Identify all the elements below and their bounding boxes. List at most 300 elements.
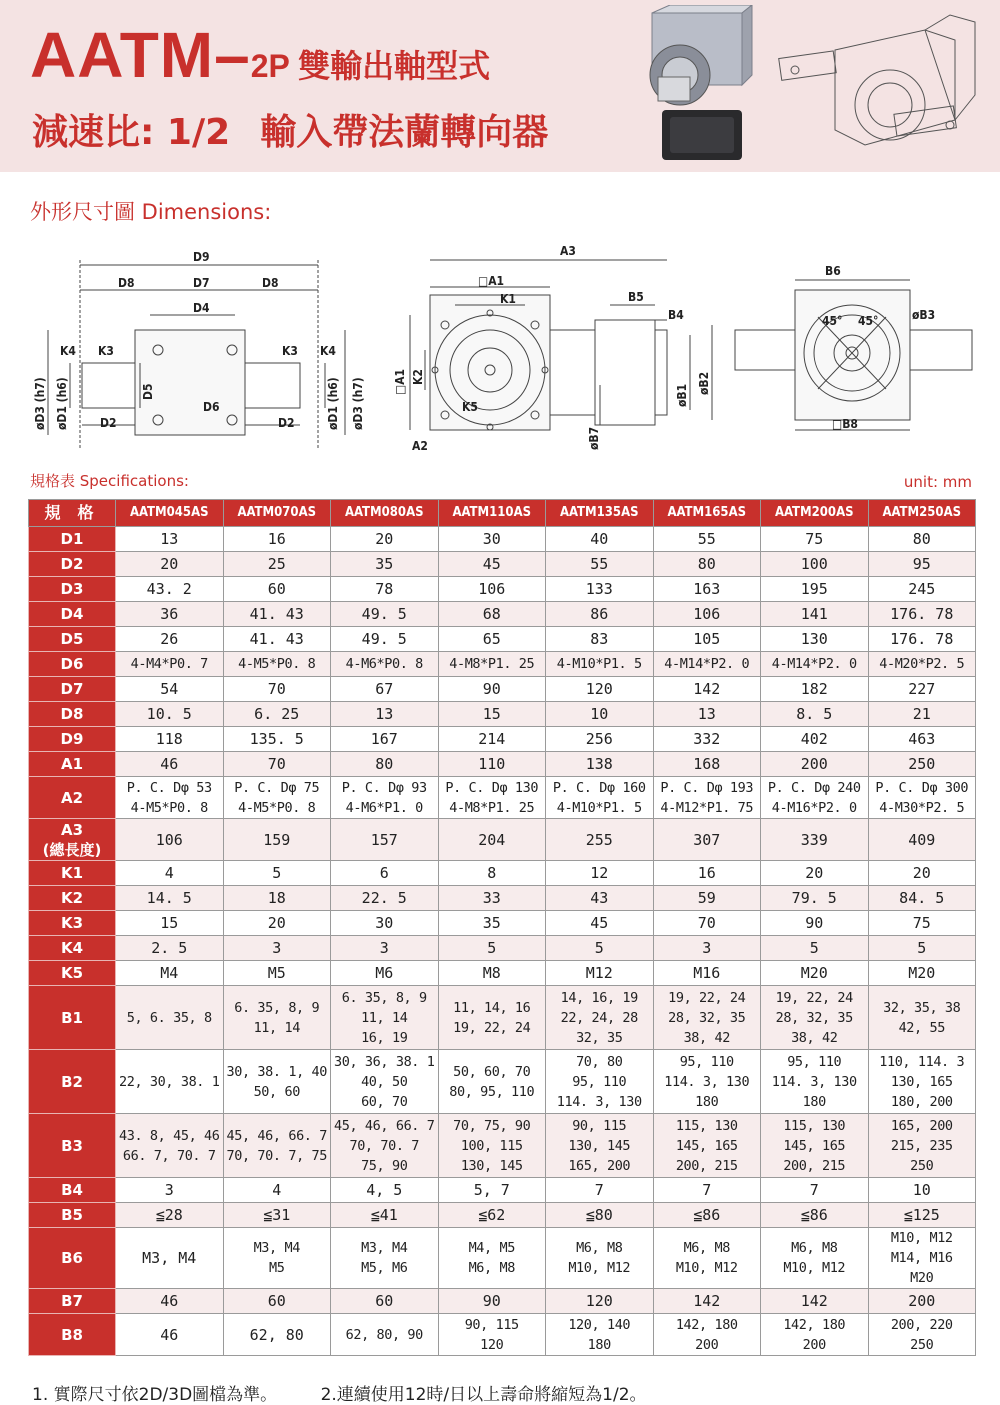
table-cell: 227 [868, 677, 976, 702]
table-row [29, 961, 976, 986]
table-cell: M3, M4 M5, M6 [331, 1228, 439, 1289]
table-cell: 26 [116, 627, 224, 652]
table-cell: 95 [868, 552, 976, 577]
label-a3: A3 [560, 244, 576, 258]
row-label: D9 [29, 727, 116, 752]
table-row [29, 861, 976, 886]
table-cell: P. C. Dφ 240 4-M16*P2. 0 [761, 777, 869, 819]
table-cell: 2. 5 [116, 936, 224, 961]
table-cell: 19, 22, 24 28, 32, 35 38, 42 [653, 986, 761, 1050]
table-cell: 115, 130 145, 165 200, 215 [761, 1114, 869, 1178]
table-cell: 163 [653, 577, 761, 602]
table-cell: 5 [546, 936, 654, 961]
table-cell: 21 [868, 702, 976, 727]
table-cell: 49. 5 [331, 627, 439, 652]
title-dash: – [214, 19, 251, 91]
table-cell: P. C. Dφ 130 4-M8*P1. 25 [438, 777, 546, 819]
row-label: K5 [29, 961, 116, 986]
table-cell: 45, 46, 66. 7 70, 70. 7 75, 90 [331, 1114, 439, 1178]
table-cell: 4-M4*P0. 7 [116, 652, 224, 677]
table-cell: M16 [653, 961, 761, 986]
table-row [29, 577, 976, 602]
table-cell: M6, M8 M10, M12 [761, 1228, 869, 1289]
table-cell: 84. 5 [868, 886, 976, 911]
column-header-model: AATM080AS [331, 500, 439, 527]
table-cell: 60 [223, 1289, 331, 1314]
table-cell: 65 [438, 627, 546, 652]
table-cell: 120 [546, 677, 654, 702]
table-cell: 118 [116, 727, 224, 752]
table-cell: 16 [223, 527, 331, 552]
spec-title: 規格表 Specifications: [30, 472, 189, 490]
table-cell: 110 [438, 752, 546, 777]
table-cell: 142, 180 200 [761, 1314, 869, 1356]
table-row [29, 1178, 976, 1203]
table-cell: 11, 14, 16 19, 22, 24 [438, 986, 546, 1050]
model-name: AATM [30, 19, 215, 91]
table-cell: ≦28 [116, 1203, 224, 1228]
table-cell: P. C. Dφ 93 4-M6*P1. 0 [331, 777, 439, 819]
label-d2-left: D2 [100, 416, 117, 430]
table-cell: 167 [331, 727, 439, 752]
table-cell: 7 [546, 1178, 654, 1203]
table-cell: 200, 220 250 [868, 1314, 976, 1356]
table-cell: 18 [223, 886, 331, 911]
table-cell: M12 [546, 961, 654, 986]
table-cell: 5 [223, 861, 331, 886]
table-cell: 4-M14*P2. 0 [761, 652, 869, 677]
column-header-model: AATM110AS [438, 500, 546, 527]
table-cell: P. C. Dφ 53 4-M5*P0. 8 [116, 777, 224, 819]
table-cell: 204 [438, 819, 546, 861]
table-cell: 90 [438, 1289, 546, 1314]
table-row [29, 702, 976, 727]
table-row [29, 986, 976, 1050]
label-b5: B5 [628, 290, 644, 304]
label-k2: K2 [411, 369, 425, 385]
table-cell: 54 [116, 677, 224, 702]
table-cell: 142 [761, 1289, 869, 1314]
label-d1-right: øD1 (h6) [326, 377, 340, 430]
table-cell: 46 [116, 752, 224, 777]
table-cell: 4, 5 [331, 1178, 439, 1203]
footnote-2: 2.連續使用12時/日以上壽命將縮短為1/2。 [320, 1385, 647, 1405]
table-cell: 19, 22, 24 28, 32, 35 38, 42 [761, 986, 869, 1050]
table-cell: 45, 46, 66. 7 70, 70. 7, 75 [223, 1114, 331, 1178]
table-row [29, 552, 976, 577]
table-cell: 5 [438, 936, 546, 961]
table-cell: 5 [761, 936, 869, 961]
table-cell: 8 [438, 861, 546, 886]
table-cell: 30 [331, 911, 439, 936]
table-cell: 120 [546, 1289, 654, 1314]
table-cell: 3 [653, 936, 761, 961]
label-d9: D9 [193, 250, 210, 264]
table-cell: 60 [331, 1289, 439, 1314]
table-cell: 8. 5 [761, 702, 869, 727]
table-cell: 14, 16, 19 22, 24, 28 32, 35 [546, 986, 654, 1050]
table-cell: 32, 35, 38 42, 55 [868, 986, 976, 1050]
row-label: D2 [29, 552, 116, 577]
table-cell: 6 [331, 861, 439, 886]
table-cell: 16 [653, 861, 761, 886]
table-cell: 40 [546, 527, 654, 552]
table-cell: M6 [331, 961, 439, 986]
table-cell: M3, M4 M5 [223, 1228, 331, 1289]
table-cell: 22, 30, 38. 1 [116, 1050, 224, 1114]
table-cell: 79. 5 [761, 886, 869, 911]
label-k3-right: K3 [282, 344, 298, 358]
table-cell: 4-M10*P1. 5 [546, 652, 654, 677]
table-cell: 43 [546, 886, 654, 911]
table-cell: 100 [761, 552, 869, 577]
table-cell: M6, M8 M10, M12 [546, 1228, 654, 1289]
column-header-model: AATM135AS [546, 500, 654, 527]
table-cell: 214 [438, 727, 546, 752]
table-cell: 159 [223, 819, 331, 861]
table-cell: 80 [868, 527, 976, 552]
gearbox-line-drawing [775, 10, 980, 160]
row-label: B5 [29, 1203, 116, 1228]
table-cell: 138 [546, 752, 654, 777]
row-label: B2 [29, 1050, 116, 1114]
table-cell: 4 [223, 1178, 331, 1203]
table-cell: P. C. Dφ 160 4-M10*P1. 5 [546, 777, 654, 819]
table-cell: P. C. Dφ 193 4-M12*P1. 75 [653, 777, 761, 819]
table-cell: M20 [761, 961, 869, 986]
table-cell: M10, M12 M14, M16 M20 [868, 1228, 976, 1289]
table-cell: 13 [116, 527, 224, 552]
label-a1-vertical: □A1 [393, 368, 407, 395]
column-header-model: AATM200AS [761, 500, 869, 527]
label-d6: D6 [203, 400, 220, 414]
column-header-model: AATM070AS [223, 500, 331, 527]
table-cell: 55 [546, 552, 654, 577]
table-cell: 70, 75, 90 100, 115 130, 145 [438, 1114, 546, 1178]
table-cell: ≦62 [438, 1203, 546, 1228]
label-a1: □A1 [478, 274, 505, 288]
row-label: B3 [29, 1114, 116, 1178]
label-d3-right: øD3 (h7) [351, 377, 365, 430]
table-cell: 95, 110 114. 3, 130 180 [761, 1050, 869, 1114]
table-cell: 6. 35, 8, 9 11, 14 16, 19 [331, 986, 439, 1050]
row-label: K4 [29, 936, 116, 961]
table-cell: 256 [546, 727, 654, 752]
table-cell: 3 [331, 936, 439, 961]
table-row [29, 1314, 976, 1356]
table-cell: 80 [331, 752, 439, 777]
table-cell: 200 [868, 1289, 976, 1314]
table-cell: ≦31 [223, 1203, 331, 1228]
table-cell: 10 [546, 702, 654, 727]
table-cell: 36 [116, 602, 224, 627]
row-label: K2 [29, 886, 116, 911]
table-cell: 176. 78 [868, 627, 976, 652]
table-cell: 3 [223, 936, 331, 961]
table-cell: M4 [116, 961, 224, 986]
table-cell: 7 [761, 1178, 869, 1203]
row-label: A3 (總長度) [29, 819, 116, 861]
row-label: B7 [29, 1289, 116, 1314]
table-cell: 6. 35, 8, 9 11, 14 [223, 986, 331, 1050]
table-cell: 133 [546, 577, 654, 602]
label-angle-1: 45° [822, 314, 843, 328]
table-cell: 62, 80, 90 [331, 1314, 439, 1356]
label-d8-right: D8 [262, 276, 279, 290]
table-cell: 141 [761, 602, 869, 627]
header-banner [0, 0, 1000, 172]
column-header-model: AATM045AS [116, 500, 224, 527]
label-d7: D7 [193, 276, 210, 290]
table-cell: 5 [868, 936, 976, 961]
table-row [29, 1228, 976, 1289]
table-cell: 15 [438, 702, 546, 727]
table-cell: 41. 43 [223, 602, 331, 627]
row-label: B8 [29, 1314, 116, 1356]
spec-table-body [29, 527, 976, 1356]
table-cell: 90, 115 120 [438, 1314, 546, 1356]
label-d2-right: D2 [278, 416, 295, 430]
table-cell: 106 [116, 819, 224, 861]
table-cell: ≦125 [868, 1203, 976, 1228]
table-cell: 106 [653, 602, 761, 627]
table-row [29, 627, 976, 652]
table-cell: 135. 5 [223, 727, 331, 752]
table-cell: 45 [438, 552, 546, 577]
table-cell: 4-M5*P0. 8 [223, 652, 331, 677]
row-label: B4 [29, 1178, 116, 1203]
table-cell: ≦86 [653, 1203, 761, 1228]
table-cell: 35 [438, 911, 546, 936]
table-cell: 4-M14*P2. 0 [653, 652, 761, 677]
table-row [29, 527, 976, 552]
table-cell: 13 [653, 702, 761, 727]
table-row [29, 819, 976, 861]
table-cell: P. C. Dφ 75 4-M5*P0. 8 [223, 777, 331, 819]
table-cell: 6. 25 [223, 702, 331, 727]
table-cell: 245 [868, 577, 976, 602]
row-label: D4 [29, 602, 116, 627]
footnote-1: 1. 實際尺寸依2D/3D圖檔為準。 [32, 1385, 278, 1405]
table-cell: M20 [868, 961, 976, 986]
table-row [29, 727, 976, 752]
table-cell: 46 [116, 1314, 224, 1356]
table-cell: 120, 140 180 [546, 1314, 654, 1356]
table-cell: 90 [438, 677, 546, 702]
table-row [29, 1203, 976, 1228]
row-label: D5 [29, 627, 116, 652]
table-cell: M4, M5 M6, M8 [438, 1228, 546, 1289]
table-row [29, 1114, 976, 1178]
table-cell: ≦80 [546, 1203, 654, 1228]
table-cell: 142 [653, 677, 761, 702]
model-variant: 2P 雙輸出軸型式 [250, 48, 491, 84]
table-cell: 43. 2 [116, 577, 224, 602]
footnotes [32, 1380, 685, 1405]
gearbox-render-image [640, 5, 760, 165]
row-label: D8 [29, 702, 116, 727]
table-cell: 43. 8, 45, 46 66. 7, 70. 7 [116, 1114, 224, 1178]
table-cell: M5 [223, 961, 331, 986]
table-cell: 41. 43 [223, 627, 331, 652]
table-cell: 15 [116, 911, 224, 936]
table-cell: 25 [223, 552, 331, 577]
table-cell: 20 [331, 527, 439, 552]
table-cell: 70 [223, 752, 331, 777]
label-d3-left: øD3 (h7) [33, 377, 47, 430]
table-cell: 168 [653, 752, 761, 777]
table-row [29, 1289, 976, 1314]
table-header-row [29, 500, 976, 527]
table-cell: 10. 5 [116, 702, 224, 727]
table-cell: ≦41 [331, 1203, 439, 1228]
table-row [29, 777, 976, 819]
table-cell: M8 [438, 961, 546, 986]
table-corner-header: 規 格 [29, 500, 116, 527]
table-cell: 200 [761, 752, 869, 777]
table-cell: 45 [546, 911, 654, 936]
page-title [30, 18, 490, 92]
row-label: D7 [29, 677, 116, 702]
table-cell: 20 [868, 861, 976, 886]
table-cell: 75 [761, 527, 869, 552]
label-b6: B6 [825, 264, 841, 278]
label-b8: □B8 [832, 417, 858, 431]
table-cell: 142 [653, 1289, 761, 1314]
label-d1-left: øD1 (h6) [55, 377, 69, 430]
table-cell: 105 [653, 627, 761, 652]
row-label: D6 [29, 652, 116, 677]
table-cell: 95, 110 114. 3, 130 180 [653, 1050, 761, 1114]
table-cell: 7 [653, 1178, 761, 1203]
table-cell: 50, 60, 70 80, 95, 110 [438, 1050, 546, 1114]
column-header-model: AATM165AS [653, 500, 761, 527]
table-cell: 30 [438, 527, 546, 552]
table-cell: M6, M8 M10, M12 [653, 1228, 761, 1289]
table-cell: 402 [761, 727, 869, 752]
table-cell: 60 [223, 577, 331, 602]
row-label: B6 [29, 1228, 116, 1289]
table-cell: 62, 80 [223, 1314, 331, 1356]
label-b1: øB1 [675, 383, 689, 407]
table-cell: 182 [761, 677, 869, 702]
label-k5: K5 [462, 400, 478, 414]
row-label: D3 [29, 577, 116, 602]
table-cell: 30, 38. 1, 40 50, 60 [223, 1050, 331, 1114]
table-cell: 70 [653, 911, 761, 936]
table-row [29, 1050, 976, 1114]
label-d5: D5 [141, 383, 155, 400]
table-cell: 463 [868, 727, 976, 752]
table-cell: 33 [438, 886, 546, 911]
table-cell: 22. 5 [331, 886, 439, 911]
ratio-label: 減速比: 1/2 [32, 112, 231, 153]
table-cell: 13 [331, 702, 439, 727]
table-cell: 49. 5 [331, 602, 439, 627]
table-cell: 339 [761, 819, 869, 861]
table-cell: 75 [868, 911, 976, 936]
table-cell: 67 [331, 677, 439, 702]
label-k1: K1 [500, 292, 516, 306]
table-cell: 4-M8*P1. 25 [438, 652, 546, 677]
table-cell: 14. 5 [116, 886, 224, 911]
table-cell: 20 [223, 911, 331, 936]
row-label: K1 [29, 861, 116, 886]
table-cell: 250 [868, 752, 976, 777]
label-a2: A2 [412, 439, 428, 453]
table-cell: 4 [116, 861, 224, 886]
table-cell: 46 [116, 1289, 224, 1314]
table-cell: 255 [546, 819, 654, 861]
table-cell: 30, 36, 38. 1 40, 50 60, 70 [331, 1050, 439, 1114]
table-cell: M3, M4 [116, 1228, 224, 1289]
row-label: K3 [29, 911, 116, 936]
table-cell: 20 [761, 861, 869, 886]
table-cell: 70 [223, 677, 331, 702]
label-k4-left: K4 [60, 344, 76, 358]
table-cell: 110, 114. 3 130, 165 180, 200 [868, 1050, 976, 1114]
table-cell: 195 [761, 577, 869, 602]
table-row [29, 911, 976, 936]
page-subtitle [32, 104, 548, 155]
label-angle-2: 45° [858, 314, 879, 328]
row-label: A1 [29, 752, 116, 777]
table-row [29, 886, 976, 911]
table-cell: 59 [653, 886, 761, 911]
table-row [29, 652, 976, 677]
table-cell: 55 [653, 527, 761, 552]
table-cell: 86 [546, 602, 654, 627]
table-cell: ≦86 [761, 1203, 869, 1228]
table-cell: 35 [331, 552, 439, 577]
table-cell: 4-M6*P0. 8 [331, 652, 439, 677]
table-cell: 83 [546, 627, 654, 652]
table-cell: 4-M20*P2. 5 [868, 652, 976, 677]
dimension-drawings [0, 235, 1000, 465]
table-cell: 80 [653, 552, 761, 577]
table-row [29, 677, 976, 702]
column-header-model: AATM250AS [868, 500, 976, 527]
spec-table [28, 499, 976, 1356]
row-label: D1 [29, 527, 116, 552]
table-cell: 157 [331, 819, 439, 861]
table-cell: 409 [868, 819, 976, 861]
table-cell: 130 [761, 627, 869, 652]
table-cell: 332 [653, 727, 761, 752]
table-row [29, 752, 976, 777]
table-cell: 142, 180 200 [653, 1314, 761, 1356]
table-cell: 70, 80 95, 110 114. 3, 130 [546, 1050, 654, 1114]
label-b4: B4 [668, 308, 684, 322]
label-k4-right: K4 [320, 344, 336, 358]
table-cell: 78 [331, 577, 439, 602]
product-description: 輸入帶法蘭轉向器 [260, 112, 549, 153]
table-cell: 90 [761, 911, 869, 936]
table-cell: 12 [546, 861, 654, 886]
unit-label: unit: mm [903, 473, 972, 491]
table-cell: 20 [116, 552, 224, 577]
table-cell: 165, 200 215, 235 250 [868, 1114, 976, 1178]
dimensions-title: 外形尺寸圖 Dimensions: [30, 200, 272, 224]
table-cell: 90, 115 130, 145 165, 200 [546, 1114, 654, 1178]
label-b2: øB2 [697, 371, 711, 395]
label-b7: øB7 [587, 426, 601, 450]
table-cell: 307 [653, 819, 761, 861]
table-cell: P. C. Dφ 300 4-M30*P2. 5 [868, 777, 976, 819]
table-cell: 115, 130 145, 165 200, 215 [653, 1114, 761, 1178]
label-k3-left: K3 [98, 344, 114, 358]
table-cell: 5, 7 [438, 1178, 546, 1203]
